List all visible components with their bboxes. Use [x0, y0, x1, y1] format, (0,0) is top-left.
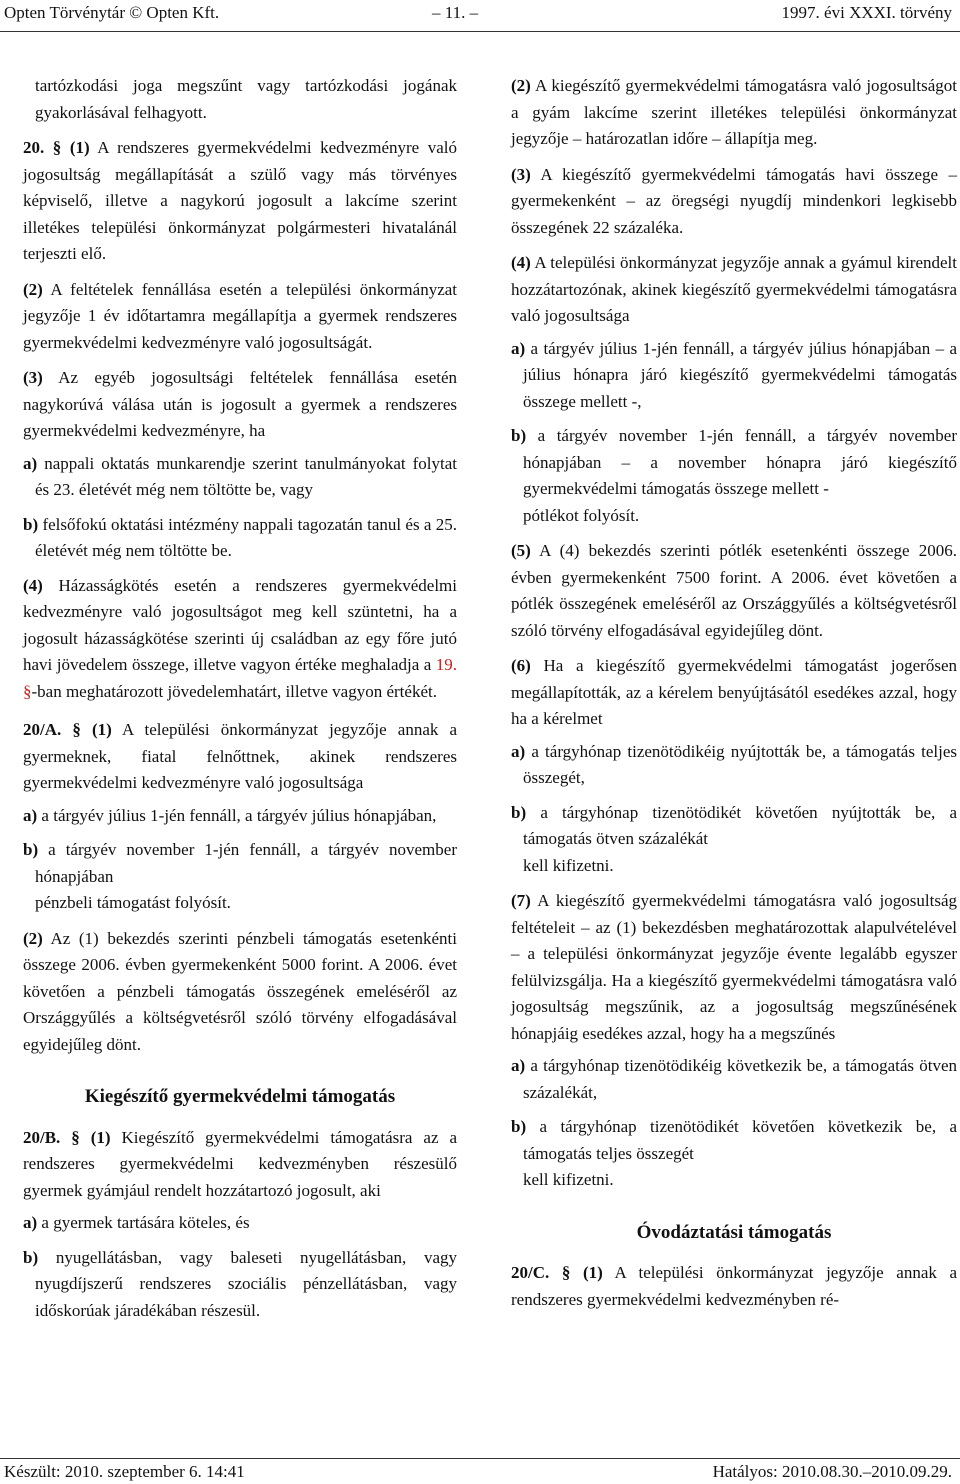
list-item-b — [23, 512, 457, 565]
paragraph-text: A települési önkormányzat jegyzője annak a gyermeknek, fiatal felnőttnek, akinek rendszeres gyermekvédelmi kedvezményre való jogosultsága — [23, 720, 458, 792]
section-number: 20/C. § — [511, 1263, 571, 1282]
section-20-paragraph-4 — [23, 573, 457, 706]
list-label: b) — [511, 1117, 527, 1136]
list-label: b) — [511, 802, 527, 822]
list-text: a tárgyhónap tizenötödikét követően nyújtották be, a támogatás ötven százalékát — [523, 802, 957, 848]
paragraph-number: (4) — [23, 575, 43, 595]
header-rule — [0, 31, 960, 32]
list-tail: pénzbeli támogatást folyósít. — [35, 893, 231, 912]
paragraph-number: (1) — [90, 1127, 111, 1147]
paragraph-number: (4) — [511, 253, 531, 272]
list-label: a) — [23, 1213, 38, 1232]
paragraph-number: (3) — [511, 164, 531, 184]
paragraph-text: A (4) bekezdés szerinti pótlék esetenkénti összege 2006. évben gyermekenként 7500 forint. A 2006. évet követően a pótlék összegének emeléséről az Országgyűlés a költségvetésről szóló törvény elfogadásával egyidejűleg dönt. — [511, 541, 958, 640]
list-text: a tárgyhónap tizenötödikéig nyújtották be, a támogatás teljes összegét, — [523, 741, 958, 787]
list-item-b — [511, 423, 957, 503]
list-text: a gyermek tartására köteles, és — [41, 1213, 250, 1232]
list-label: b) — [511, 426, 527, 445]
page-header — [0, 0, 960, 30]
header-publisher: Opten Törvénytár © Opten Kft. — [4, 3, 220, 22]
paragraph-text: Az (1) bekezdés szerinti pénzbeli támogatás esetenkénti összege 2006. évben gyermekenként 5000 forint. A 2006. évet követően a pénzbeli támogatás összegének emeléséről az Országgyűlés a költségvetésről szóló törvény elfogadásával egyidejűleg dönt. — [23, 928, 457, 1054]
section-20b-paragraph-2 — [511, 73, 957, 153]
paragraph-text: Házasságkötés esetén a rendszeres gyermekvédelmi kedvezményre való jogosultságot meg kell szüntetni, ha a jogosult házasságkötése szerinti új családban az egy főre jutó havi jövedelem összege, illetve vagyon értéke meghaladja a — [23, 575, 457, 674]
right-column — [511, 73, 957, 1322]
section-20b-paragraph-1 — [23, 1125, 457, 1205]
paragraph-number: (3) — [23, 368, 43, 387]
paragraph-number: (1) — [69, 138, 90, 157]
paragraph-text: A feltételek fennállása esetén a települési önkormányzat jegyzője 1 év időtartamra megállapítja a gyermek rendszeres gyermekvédelmi kedvezményre való jogosultságát. — [23, 279, 458, 352]
list-item-b — [23, 1245, 457, 1325]
paragraph-number: (1) — [92, 720, 112, 739]
footer-effective: Hatályos: 2010.08.30.–2010.09.29. — [712, 1462, 952, 1481]
footer-created: Készült: 2010. szeptember 6. 14:41 — [4, 1462, 245, 1481]
paragraph-text: A települési önkormányzat jegyzője annak a gyámul kirendelt hozzátartozónak, akinek kiegészítő gyermekvédelmi támogatásra való jogosultsága — [511, 253, 957, 325]
list-text: a tárgyév július 1-jén fennáll, a tárgyév július hónapjában – a július hónapra járó kiegészítő gyermekvédelmi támogatás összege mellett -, — [523, 338, 958, 411]
list-item-b — [511, 800, 957, 853]
list-text: a tárgyhónap tizenötödikét követően következik be, a támogatás teljes összegét — [523, 1117, 958, 1163]
paragraph-number: (2) — [511, 76, 531, 95]
section-20a-paragraph-1 — [23, 717, 457, 797]
section-20b-paragraph-4 — [511, 250, 957, 330]
list-label: b) — [23, 1247, 39, 1267]
section-20-paragraph-2 — [23, 277, 457, 357]
paragraph-text: Ha a kiegészítő gyermekvédelmi támogatást jogerősen megállapították, az a kérelem benyújtásától esedékes azzal, hogy ha a kérelmet — [511, 656, 957, 728]
list-tail: pótlékot folyósít. — [523, 505, 640, 525]
paragraph-number: (2) — [23, 279, 43, 299]
list-text: a tárgyév július 1-jén fennáll, a tárgyév július hónapjában, — [41, 805, 437, 825]
header-page-number: – 11. – — [432, 3, 479, 22]
paragraph-text: A rendszeres gyermekvédelmi kedvezményre való jogosultság megállapítását a szülő vagy más törvényes képviselő, illetve a nagykorú jogosult a lakcíme szerint illetékes települési önkormányzat polgármesteri hivatalánál terjeszti elő. — [23, 138, 458, 263]
paragraph-text-continued: -ban meghatározott jövedelemhatárt, illetve vagyon értékét. — [31, 681, 437, 701]
section-20b-paragraph-3 — [511, 162, 957, 242]
list-text: a tárgyév november 1-jén fennáll, a tárgyév november hónapjában – a november hónapra járó kiegészítő gyermekvédelmi támogatás összege mellett - — [523, 426, 957, 498]
list-label: a) — [511, 338, 526, 358]
paragraph-text: A kiegészítő gyermekvédelmi támogatásra való jogosultság feltételeit – az (1) bekezdésben meghatározottak alapulvételével – a települési önkormányzat jegyzője évente legalább egyszer felülvizsgálja. Ha a kiegészítő gyermekvédelmi támogatásra való jogosultság megszűnik, az a jogosultság megszűnésének hónapjáig esedékes azzal, hogy ha a megszűnés — [511, 891, 957, 1043]
section-number: 20/A. § — [23, 720, 81, 739]
left-column — [23, 73, 457, 1332]
list-tail: kell kifizetni. — [523, 1170, 614, 1189]
paragraph-text: A kiegészítő gyermekvédelmi támogatásra való jogosultságot a gyám lakcíme szerint illetékes települési önkormányzat jegyzője – határozatlan időre – állapítja meg. — [511, 76, 958, 148]
list-item-a — [23, 1210, 457, 1237]
list-text: nyugellátásban, vagy baleseti nyugellátásban, vagy nyugdíjszerű rendszeres szociális pénzellátásban, vagy időskorúak járadékában részesül. — [35, 1247, 457, 1320]
list-text: felsőfokú oktatási intézmény nappali tagozatán tanul és a 25. életévét még nem töltötte be. — [35, 514, 457, 560]
paragraph-text: Az egyéb jogosultsági feltételek fennállása esetén nagykorúvá válása után is jogosult a gyermek a rendszeres gyermekvédelmi kedvezményre, ha — [23, 368, 458, 440]
section-20b-paragraph-5 — [511, 538, 957, 644]
section-20b-paragraph-7 — [511, 888, 957, 1047]
paragraph-text: A kiegészítő gyermekvédelmi támogatás havi összege – gyermekenként – az öregségi nyugdíj mindenkori legkisebb összegének 22 százaléka. — [511, 164, 957, 237]
list-text: a tárgyév november 1-jén fennáll, a tárgyév november hónapjában — [35, 840, 457, 886]
paragraph-number: (1) — [583, 1263, 603, 1282]
list-text: a tárgyhónap tizenötödikéig következik be, a támogatás ötven százalékát, — [523, 1056, 957, 1102]
section-heading: Kiegészítő gyermekvédelmi támogatás — [84, 1086, 396, 1107]
section-20a-paragraph-2 — [23, 926, 457, 1059]
list-item-a — [23, 803, 457, 830]
list-item-a — [23, 451, 457, 504]
paragraph-text: A települési önkormányzat jegyzője annak a rendszeres gyermekvédelmi kedvezményben ré- — [511, 1263, 958, 1309]
section-number: 20/B. § — [23, 1127, 80, 1147]
paragraph-text: Kiegészítő gyermekvédelmi támogatásra az a rendszeres gyermekvédelmi kedvezményben részesülő gyermek gyámjául rendelt hozzátartozó jogosult, aki — [23, 1127, 458, 1200]
section-number: 20. § — [23, 138, 62, 157]
list-label: a) — [23, 453, 38, 473]
list-text: nappali oktatás munkarendje szerint tanulmányokat folytat és 23. életévét még nem töltötte be, vagy — [35, 453, 457, 499]
list-item-a — [511, 336, 957, 416]
paragraph-number: (2) — [23, 928, 43, 948]
continuation-text: tartózkodási joga megszűnt vagy tartózkodási jogának gyakorlásával felhagyott. — [35, 76, 457, 122]
list-label: a) — [23, 805, 38, 825]
paragraph-number: (7) — [511, 891, 531, 910]
section-link[interactable]: 19. § — [23, 655, 457, 701]
header-law-title: 1997. évi XXXI. törvény — [781, 3, 952, 22]
list-label: a) — [511, 741, 526, 761]
section-20-paragraph-3 — [23, 365, 457, 445]
list-item-a — [511, 1053, 957, 1106]
paragraph-number: (6) — [511, 656, 531, 675]
section-20-paragraph-1 — [23, 135, 457, 268]
footer-rule — [0, 1458, 960, 1459]
list-label: a) — [511, 1056, 526, 1075]
list-label: b) — [23, 514, 39, 534]
list-item-b — [511, 1114, 957, 1167]
paragraph-number: (5) — [511, 541, 531, 560]
section-20c-paragraph-1 — [511, 1260, 957, 1313]
list-item-b — [23, 837, 457, 890]
list-label: b) — [23, 840, 39, 859]
list-tail: kell kifizetni. — [523, 855, 614, 875]
section-heading: Óvodáztatási támogatás — [636, 1221, 832, 1243]
section-20b-paragraph-6 — [511, 653, 957, 733]
list-item-a — [511, 739, 957, 792]
